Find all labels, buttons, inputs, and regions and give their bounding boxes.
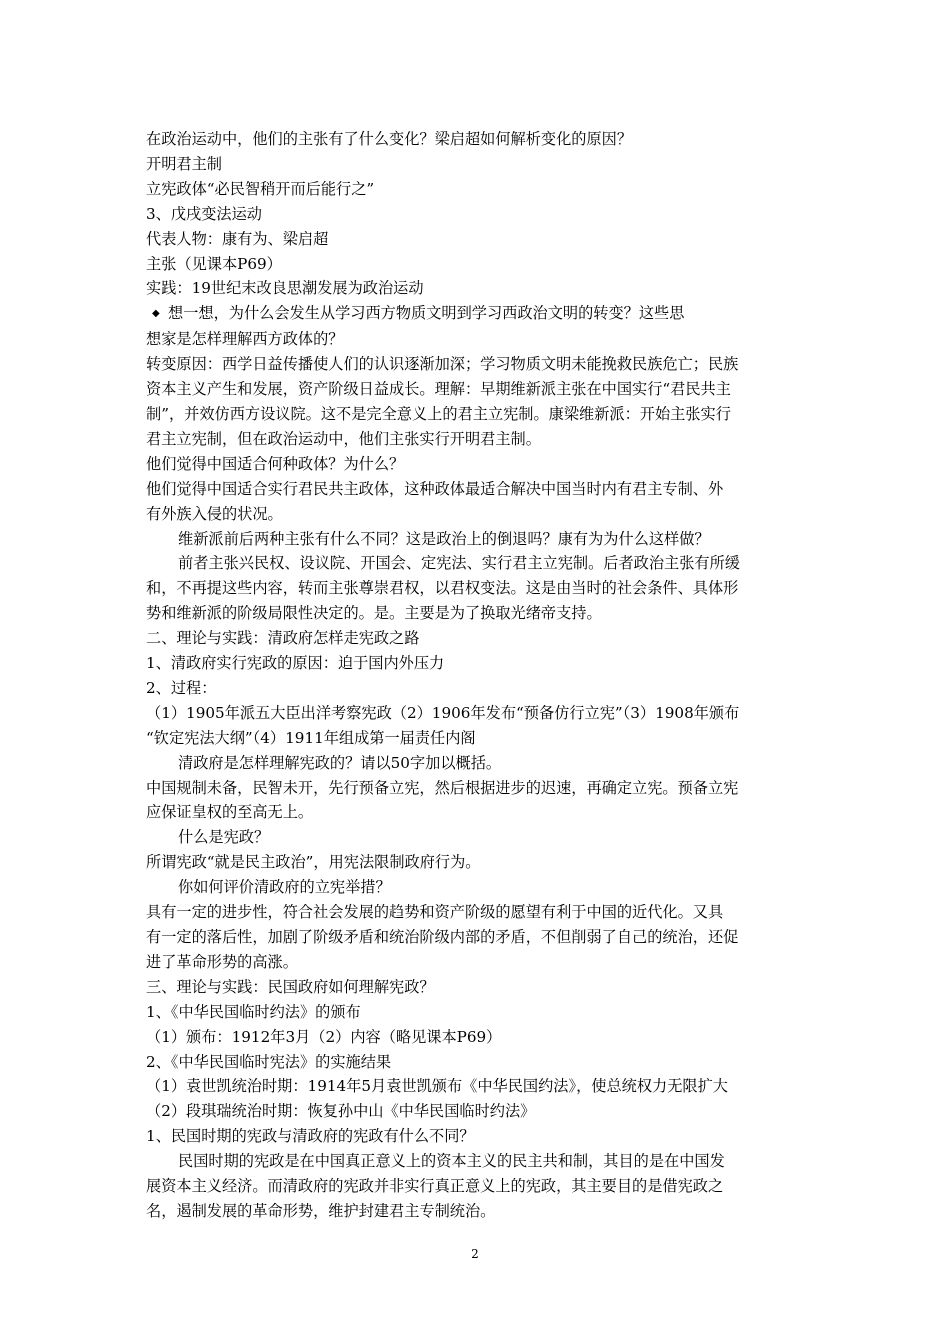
page-number: 2 (471, 1247, 479, 1261)
text-line-content: 1、民国时期的宪政与清政府的宪政有什么不同？ (146, 1127, 475, 1146)
text-line (146, 950, 810, 975)
text-line-content: 资本主义产生和发展，资产阶级日益成长。理解：早期维新派主张在中国实行“君民共主 (146, 380, 731, 399)
text-line-content: 势和维新派的阶级局限性决定的。是。主要是为了换取光绪帝支持。 (146, 604, 602, 623)
text-line (146, 1124, 810, 1149)
text-line (146, 1000, 810, 1025)
text-line-content: 中国规制未备，民智未开，先行预备立宪，然后根据进步的迟速，再确定立宪。预备立宪 (146, 778, 739, 797)
text-line-content: 应保证皇权的至高无上。 (146, 803, 314, 822)
text-line (146, 352, 810, 377)
text-line-content: 前者主张兴民权、设议院、开国会、定宪法、实行君主立宪制。后者政治主张有所缓 (178, 554, 740, 573)
bullet-icon: ◆ (152, 308, 160, 320)
text-line-content: 他们觉得中国适合实行君民共主政体，这种政体最适合解决中国当时内有君主专制、外 (146, 479, 724, 498)
text-line (146, 177, 810, 202)
text-line (146, 975, 810, 1000)
text-line-content: 实践：19世纪末改良思潮发展为政治运动 (146, 279, 424, 298)
text-line-content: 二、理论与实践：清政府怎样走宪政之路 (146, 629, 420, 648)
text-line (146, 152, 810, 177)
text-line-content: 1、《中华民国临时约法》的颁布 (146, 1002, 361, 1021)
text-line (146, 776, 810, 801)
document-body (146, 127, 810, 1224)
text-line (146, 1199, 810, 1224)
text-line-content: （1）1905年派五大臣出洋考察宪政（2）1906年发布“预备仿行立宪”（3）1908年颁布 (146, 703, 740, 722)
text-line (146, 551, 810, 576)
text-line-content: 2、过程： (146, 678, 217, 697)
text-line (146, 402, 810, 427)
text-line-content: 你如何评价清政府的立宪举措？ (178, 878, 391, 897)
text-line (146, 327, 810, 352)
text-line (146, 202, 810, 227)
text-line (146, 452, 810, 477)
text-line (146, 1074, 810, 1099)
text-line-content: 有一定的落后性，加剧了阶级矛盾和统治阶级内部的矛盾，不但削弱了自己的统治，还促 (146, 928, 739, 946)
text-line-content: 他们觉得中国适合何种政体？为什么？ (146, 454, 405, 473)
text-line-content: 转变原因：西学日益传播使人们的认识逐渐加深；学习物质文明未能挽救民族危亡；民族 (146, 355, 739, 374)
text-line-content: 2、《中华民国临时宪法》的实施结果 (146, 1052, 392, 1071)
text-line-content: 开明君主制 (146, 154, 222, 173)
text-line-content: 制”，并效仿西方设议院。这不是完全意义上的君主立宪制。康梁维新派：开始主张实行 (146, 404, 731, 423)
text-line-content: （2）段琪瑞统治时期：恢复孙中山《中华民国临时约法》 (146, 1102, 536, 1121)
text-line-content: 君主立宪制，但在政治运动中，他们主张实行开明君主制。 (146, 429, 541, 448)
text-line (146, 676, 810, 701)
text-line (146, 527, 810, 552)
text-line-content: 想一想，为什么会发生从学习西方物质文明到学习西政治文明的转变？这些思 (168, 304, 685, 323)
text-line-content: （1）袁世凯统治时期：1914年5月袁世凯颁布《中华民国约法》，使总统权力无限扩大 (146, 1077, 728, 1096)
text-line (146, 651, 810, 676)
text-line (146, 875, 810, 900)
text-line (146, 127, 810, 152)
text-line (146, 227, 810, 252)
text-line (146, 1099, 810, 1124)
text-line (146, 701, 810, 726)
text-line (146, 1025, 810, 1050)
text-line-content: 维新派前后两种主张有什么不同？这是政治上的倒退吗？康有为为什么这样做？ (178, 529, 710, 548)
text-line-content: 进了革命形势的高涨。 (146, 952, 298, 971)
text-line (146, 502, 810, 527)
text-line-content: 三、理论与实践：民国政府如何理解宪政？ (146, 977, 435, 996)
text-line (146, 576, 810, 601)
text-line-content: 所谓宪政“就是民主政治”，用宪法限制政府行为。 (146, 853, 481, 872)
text-line-content: 民国时期的宪政是在中国真正意义上的资本主义的民主共和制，其目的是在中国发 (178, 1152, 725, 1171)
text-line-content: 什么是宪政？ (178, 828, 270, 847)
text-line (146, 477, 810, 502)
text-line-content: 具有一定的进步性，符合社会发展的趋势和资产阶级的愿望有利于中国的近代化。又具 (146, 903, 724, 922)
text-line (146, 377, 810, 402)
text-line (146, 1174, 810, 1199)
text-line (146, 427, 810, 452)
text-line (146, 1149, 810, 1174)
text-line-content: 展资本主义经济。而清政府的宪政并非实行真正意义上的宪政，其主要目的是借宪政之 (146, 1177, 724, 1196)
text-line-content: 立宪政体“必民智稍开而后能行之” (146, 179, 375, 198)
text-line-content: （1）颁布：1912年3月（2）内容（略见课本P69） (146, 1027, 502, 1046)
text-line-content: 代表人物：康有为、梁启超 (146, 229, 329, 248)
text-line (146, 301, 810, 327)
text-line-content: 主张（见课本P69） (146, 254, 282, 273)
text-line-content: “钦定宪法大纲”（4）1911年组成第一届责任内阁 (146, 728, 476, 747)
text-line-content: 想家是怎样理解西方政体的？ (146, 330, 344, 349)
text-line-content: 有外族入侵的状况。 (146, 504, 283, 523)
text-line (146, 726, 810, 751)
text-line (146, 626, 810, 651)
text-line-content: 名，遏制发展的革命形势，维护封建君主专制统治。 (146, 1201, 496, 1220)
text-line-content: 和，不再提这些内容，转而主张尊崇君权，以君权变法。这是由当时的社会条件、具体形 (146, 579, 739, 598)
text-line-content: 3、戊戌变法运动 (146, 204, 262, 223)
text-line (146, 751, 810, 776)
text-line (146, 276, 810, 301)
text-line (146, 800, 810, 825)
text-line (146, 925, 810, 950)
text-line (146, 601, 810, 626)
text-line (146, 850, 810, 875)
text-line (146, 252, 810, 277)
text-line-content: 1、清政府实行宪政的原因：迫于国内外压力 (146, 654, 445, 673)
text-line (146, 900, 810, 925)
text-line-content: 清政府是怎样理解宪政的？请以50字加以概括。 (178, 753, 502, 772)
text-line-content: 在政治运动中，他们的主张有了什么变化？梁启超如何解析变化的原因？ (146, 130, 632, 148)
text-line (146, 1050, 810, 1075)
text-line (146, 825, 810, 850)
